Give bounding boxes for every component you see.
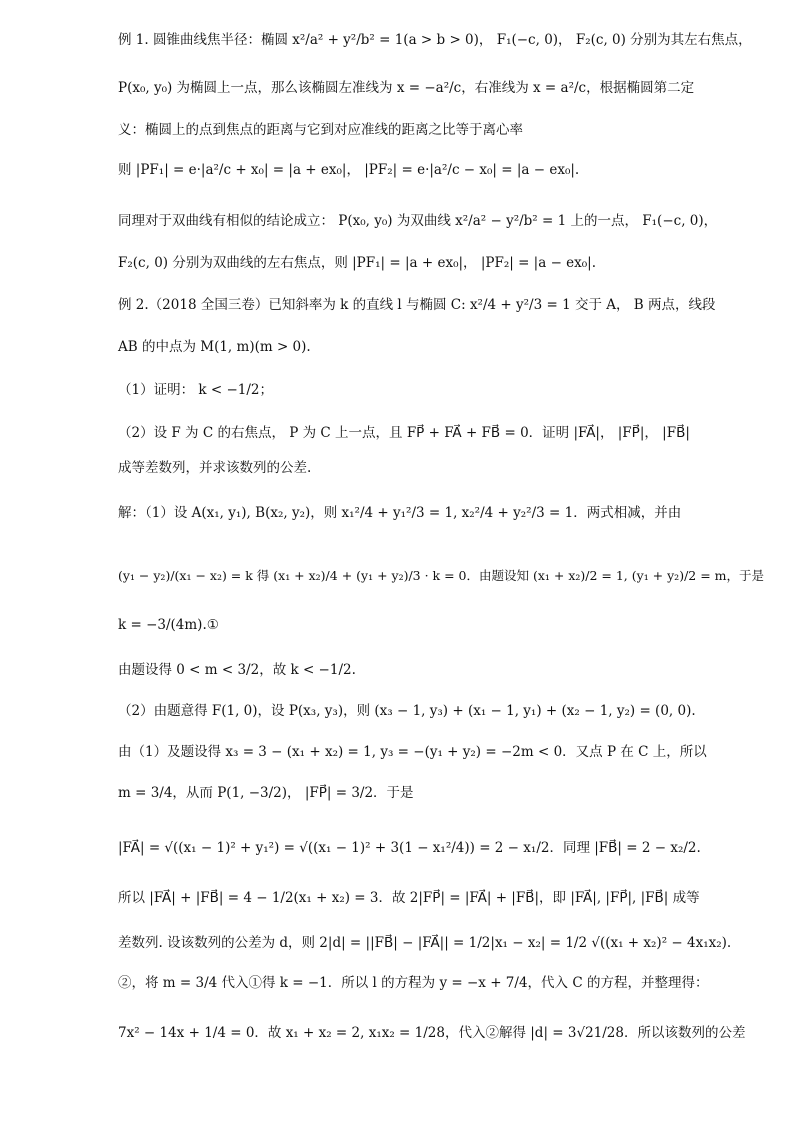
solution-line-1: 解：（1）设 A(x₁, y₁), B(x₂, y₂)，则 x₁²/4 + y₁²/3 = 1, x₂²/4 + y₂²/3 = 1．两式相减，并由 [118, 505, 682, 521]
example-1-line-5: 同理对于双曲线有相似的结论成立： P(x₀, y₀) 为双曲线 x²/a² − y²/b² = 1 上的一点， F₁(−c, 0)， [118, 213, 718, 229]
solution-line-8: |FA⃗| = √((x₁ − 1)² + y₁²) = √((x₁ − 1)² + 3(1 − x₁²/4)) = 2 − x₁/2．同理 |FB⃗| = 2 − x₂/2. [118, 840, 701, 856]
solution-line-5: （2）由题意得 F(1, 0)，设 P(x₃, y₃)，则 (x₃ − 1, y₃) + (x₁ − 1, y₁) + (x₂ − 1, y₂) = (0, 0). [118, 703, 696, 719]
example-1-line-2: P(x₀, y₀) 为椭圆上一点，那么该椭圆左准线为 x = −a²/c，右准线为 x = a²/c，根据椭圆第二定 [118, 80, 695, 96]
solution-line-12: 7x² − 14x + 1/4 = 0．故 x₁ + x₂ = 2, x₁x₂ = 1/28，代入②解得 |d| = 3√21/28．所以该数列的公差 [118, 1025, 746, 1041]
solution-line-2: (y₁ − y₂)/(x₁ − x₂) = k 得 (x₁ + x₂)/4 + (y₁ + y₂)/3 · k = 0．由题设知 (x₁ + x₂)/2 = 1, (y₁ + y₂)/2 = m，于是 [118, 568, 765, 583]
example-2-line-2: AB 的中点为 M(1, m)(m > 0). [118, 339, 311, 355]
solution-line-6: 由（1）及题设得 x₃ = 3 − (x₁ + x₂) = 1, y₃ = −(y₁ + y₂) = −2m < 0．又点 P 在 C 上，所以 [118, 744, 707, 760]
solution-line-10: 差数列. 设该数列的公差为 d，则 2|d| = ||FB⃗| − |FA⃗|| = 1/2|x₁ − x₂| = 1/2 √((x₁ + x₂)² − 4x₁x₂). [118, 935, 732, 951]
example-1-line-3: 义：椭圆上的点到焦点的距离与它到对应准线的距离之比等于离心率 [118, 122, 523, 138]
example-1-line-4: 则 |PF₁| = e·|a²/c + x₀| = |a + ex₀|， |PF₂| = e·|a²/c − x₀| = |a − ex₀|. [118, 162, 580, 178]
example-1-line-1: 例 1. 圆锥曲线焦半径：椭圆 x²/a² + y²/b² = 1(a > b > 0)， F₁(−c, 0)， F₂(c, 0) 分别为其左右焦点， [118, 32, 752, 48]
example-2-part-1: （1）证明： k < −1/2； [118, 382, 273, 398]
solution-line-7: m = 3/4，从而 P(1, −3/2)， |FP⃗| = 3/2．于是 [118, 785, 414, 801]
solution-line-4: 由题设得 0 < m < 3/2，故 k < −1/2. [118, 662, 356, 678]
example-2-part-2: （2）设 F 为 C 的右焦点， P 为 C 上一点，且 FP⃗ + FA⃗ + FB⃗ = 0．证明 |FA⃗|， |FP⃗|， |FB⃗| [118, 425, 690, 441]
example-2-line-1: 例 2.（2018 全国三卷）已知斜率为 k 的直线 l 与椭圆 C: x²/4 + y²/3 = 1 交于 A， B 两点，线段 [118, 297, 716, 313]
example-1-line-6: F₂(c, 0) 分别为双曲线的左右焦点，则 |PF₁| = |a + ex₀|， |PF₂| = |a − ex₀|. [118, 255, 597, 271]
example-2-part-2-cont: 成等差数列，并求该数列的公差. [118, 460, 312, 476]
solution-line-11: ②，将 m = 3/4 代入①得 k = −1．所以 l 的方程为 y = −x + 7/4，代入 C 的方程，并整理得： [118, 975, 709, 991]
solution-line-3: k = −3/(4m).① [118, 617, 219, 633]
solution-line-9: 所以 |FA⃗| + |FB⃗| = 4 − 1/2(x₁ + x₂) = 3．故 2|FP⃗| = |FA⃗| + |FB⃗|，即 |FA⃗|, |FP⃗|, |FB⃗| 成等 [118, 890, 700, 906]
